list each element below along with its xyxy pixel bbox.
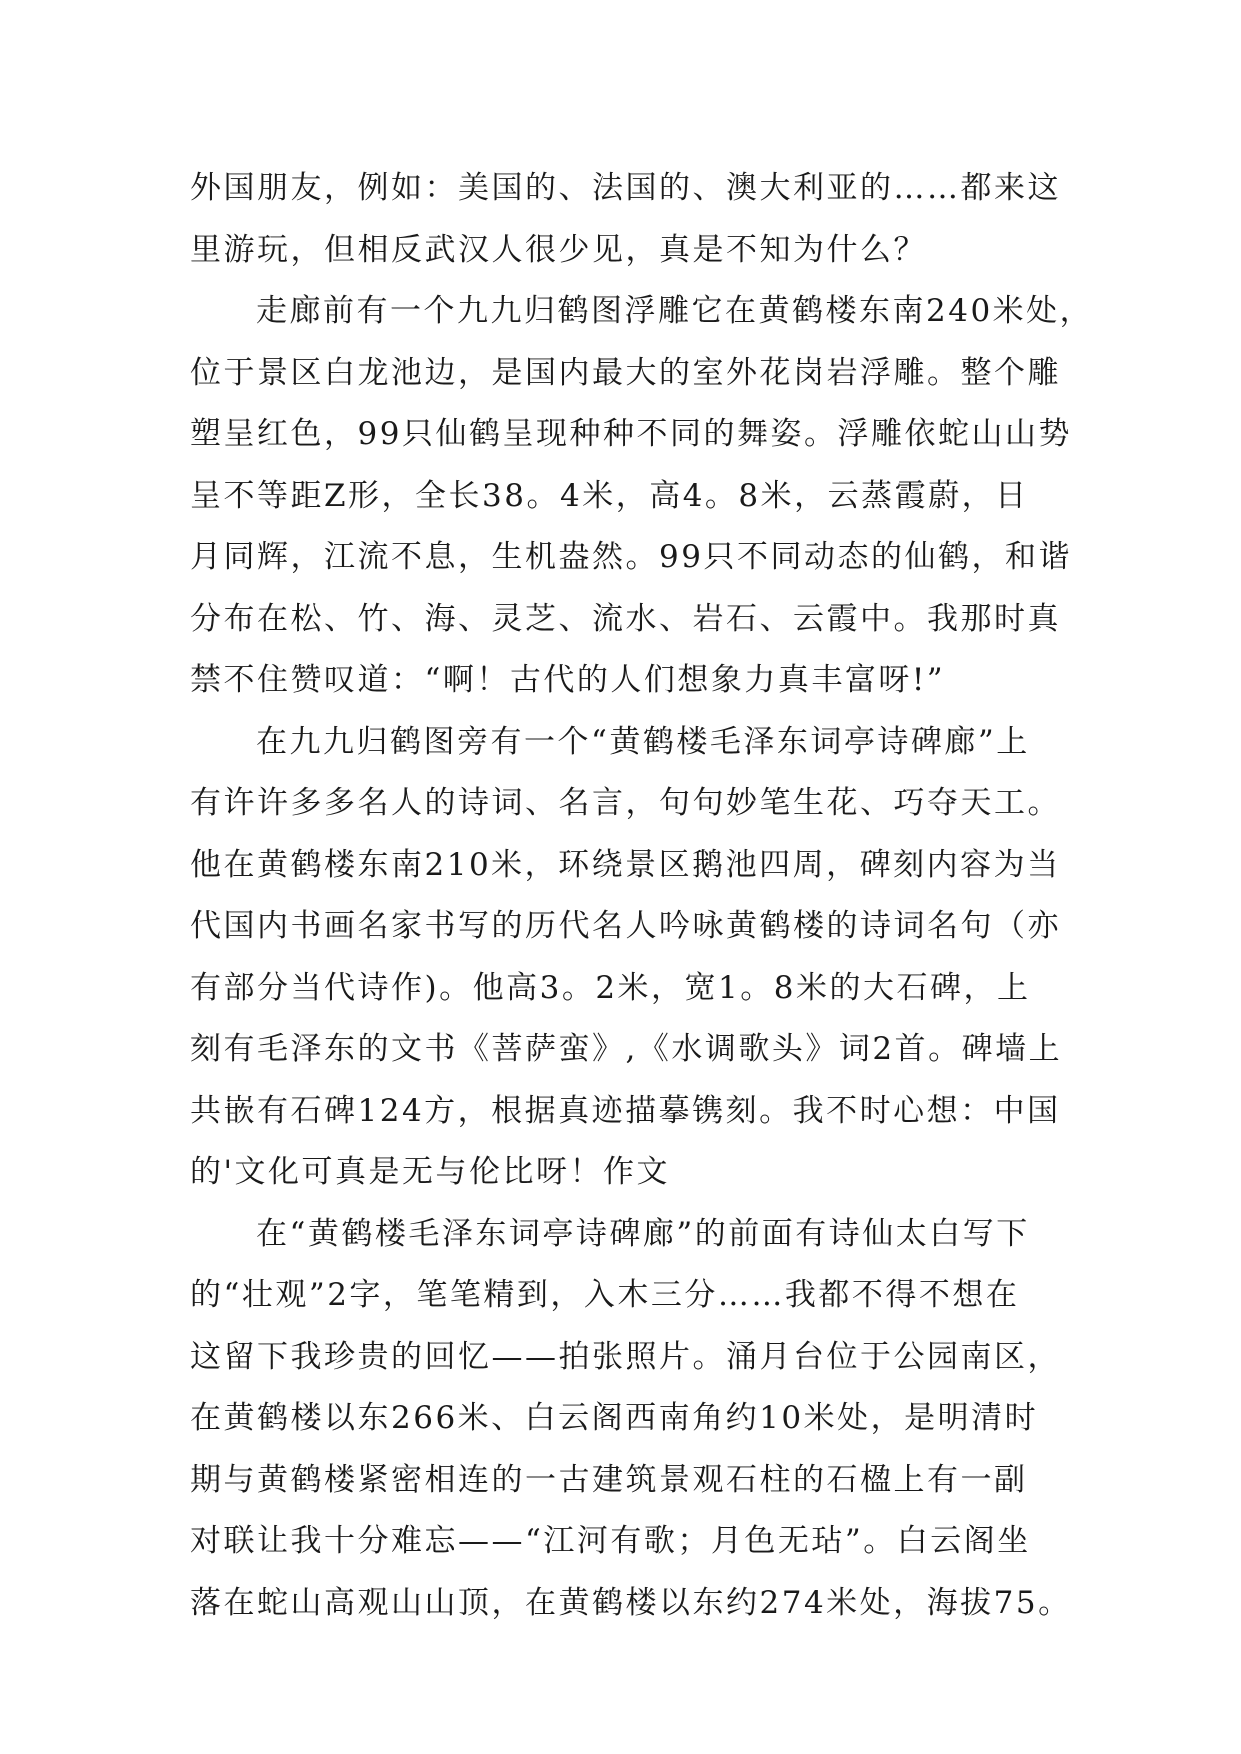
text-line: 他在黄鹤楼东南210米，环绕景区鹅池四周，碑刻内容为当 xyxy=(190,846,1061,883)
text-line: 的“壮观”2字，笔笔精到，入木三分……我都不得不想在 xyxy=(190,1277,1020,1313)
text-line: 里游玩，但相反武汉人很少见，真是不知为什么？ xyxy=(190,231,927,268)
text-line: 落在蛇山高观山山顶，在黄鹤楼以东约274米处，海拔75。 xyxy=(190,1584,1072,1621)
text-line: 塑呈红色，99只仙鹤呈现种种不同的舞姿。浮雕依蛇山山势 xyxy=(190,416,1072,452)
text-line: 分布在松、竹、海、灵芝、流水、岩石、云霞中。我那时真 xyxy=(190,600,1061,637)
document-body xyxy=(190,158,1094,1634)
text-line: 呈不等距Z形，全长38。4米，高4。8米，云蒸霞蔚，日 xyxy=(190,477,1029,514)
text-line: 代国内书画名家书写的历代名人吟咏黄鹤楼的诗词名句（亦 xyxy=(190,908,1061,944)
text-line: 在“黄鹤楼毛泽东词亭诗碑廊”的前面有诗仙太白写下 xyxy=(256,1215,1030,1252)
text-line: 这留下我珍贵的回忆——拍张照片。涌月台位于公园南区， xyxy=(190,1338,1061,1375)
text-line: 外国朋友，例如：美国的、法国的、澳大利亚的……都来这 xyxy=(190,170,1061,206)
text-line: 在黄鹤楼以东266米、白云阁西南角约10米处，是明清时 xyxy=(190,1400,1039,1436)
text-line: 禁不住赞叹道：“啊！古代的人们想象力真丰富呀!” xyxy=(190,662,946,698)
text-line: 在九九归鹤图旁有一个“黄鹤楼毛泽东词亭诗碑廊”上 xyxy=(256,723,1030,760)
text-line: 走廊前有一个九九归鹤图浮雕它在黄鹤楼东南240米处， xyxy=(256,293,1094,329)
text-line: 位于景区白龙池边，是国内最大的室外花岗岩浮雕。整个雕 xyxy=(190,354,1061,391)
text-line: 月同辉，江流不息，生机盎然。99只不同动态的仙鹤，和谐 xyxy=(190,539,1072,575)
text-line: 共嵌有石碑124方，根据真迹描摹镌刻。我不时心想：中国 xyxy=(190,1092,1061,1129)
text-line: 刻有毛泽东的文书《菩萨蛮》,《水调歌头》词2首。碑墙上 xyxy=(190,1031,1063,1067)
text-line: 有许许多多名人的诗词、名言，句句妙笔生花、巧夺天工。 xyxy=(190,785,1061,821)
text-line: 的'文化可真是无与伦比呀！作文 xyxy=(190,1154,671,1190)
text-line: 有部分当代诗作)。他高3。2米，宽1。8米的大石碑，上 xyxy=(190,969,1031,1006)
text-line: 对联让我十分难忘——“江河有歌；月色无玷”。白云阁坐 xyxy=(190,1523,1031,1559)
text-line: 期与黄鹤楼紧密相连的一古建筑景观石柱的石楹上有一副 xyxy=(190,1461,1028,1498)
